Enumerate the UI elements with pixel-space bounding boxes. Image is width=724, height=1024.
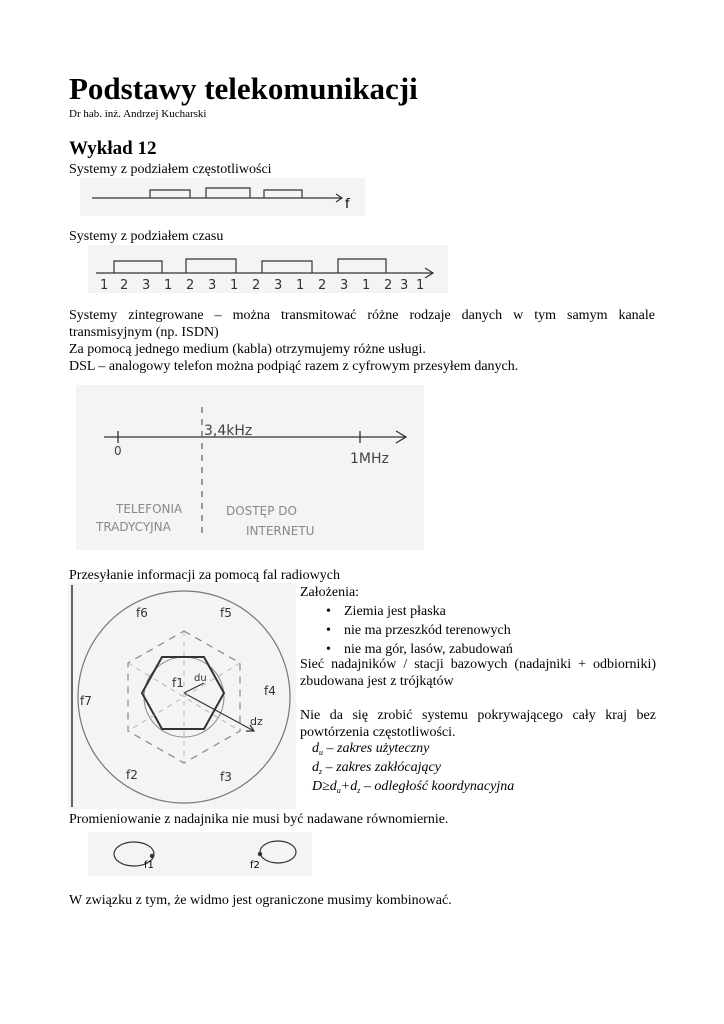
spectrum-paragraph: W związku z tym, że widmo jest ograniczone musimy kombinować. <box>69 893 452 908</box>
fdm-axis-label: f <box>345 197 350 212</box>
tdm-digit: 2 <box>384 278 393 293</box>
tdm-digit: 1 <box>164 278 173 293</box>
list-item: • Ziemia jest płaska <box>322 602 662 621</box>
tdm-digit: 3 <box>208 278 217 293</box>
tdm-heading: Systemy z podziałem czasu <box>69 229 224 244</box>
cell-right-label: f4 <box>264 684 276 698</box>
tdm-digit: 1 <box>362 278 371 293</box>
tdm-digit: 1 <box>416 278 425 293</box>
tdm-digit: 3 <box>274 278 283 293</box>
tdm-digit: 2 <box>120 278 129 293</box>
lecture-heading: Wykład 12 <box>69 138 157 159</box>
list-item: • nie ma gór, lasów, zabudowań <box>322 640 662 659</box>
author-line: Dr hab. inż. Andrzej Kucharski <box>69 108 207 120</box>
tdm-digit: 2 <box>252 278 261 293</box>
document-title: Podstawy telekomunikacji <box>69 71 418 106</box>
dsl-3-4khz-label: 3,4kHz <box>204 423 253 439</box>
medium-paragraph: Za pomocą jednego medium (kabla) otrzymujemy różne usługi. <box>69 342 426 357</box>
network-paragraph: Sieć nadajników / stacji bazowych (nadajniki + odbiorniki) zbudowana jest z trójkątów <box>300 657 656 689</box>
cell-network-sketch <box>68 583 296 809</box>
radiation-pattern-sketch <box>88 832 312 876</box>
cell-dz-label: dz <box>250 715 263 728</box>
tdm-digit: 1 <box>296 278 305 293</box>
tdm-digit: 3 <box>340 278 349 293</box>
dsl-right-label-2: INTERNETU <box>246 524 315 538</box>
cell-left-label: f7 <box>80 694 92 708</box>
dsl-left-label-2: TRADYCYJNA <box>96 520 171 534</box>
cell-bottom-left-label: f2 <box>126 768 138 782</box>
tdm-digit: 2 <box>318 278 327 293</box>
cell-bottom-right-label: f3 <box>220 770 232 784</box>
cell-center-label: f1 <box>172 676 184 690</box>
integrated-systems-paragraph: Systemy zintegrowane – można transmitować różne rodzaje danych w tym samym kanale transmisyjnym (np. ISDN) <box>69 308 655 340</box>
tdm-digit: 1 <box>230 278 239 293</box>
coverage-paragraph: Nie da się zrobić systemu pokrywającego cały kraj bez powtórzenia częstotliwości. <box>300 708 656 740</box>
dsl-zero-label: 0 <box>114 444 122 458</box>
dsl-paragraph: DSL – analogowy telefon można podpiąć razem z cyfrowym przesyłem danych. <box>69 359 519 374</box>
cell-top-right-label: f5 <box>220 606 232 620</box>
dsl-1mhz-label: 1MHz <box>350 451 389 467</box>
tdm-digit: 2 <box>186 278 195 293</box>
radiation-right-label: f2 <box>250 860 260 871</box>
list-item: • nie ma przeszkód terenowych <box>322 621 662 640</box>
formula-dz: $d_z$ – zakres zakłócający <box>312 760 441 776</box>
assumptions-label: Założenia: <box>300 585 360 600</box>
formula-du: $d_u$ – zakres użyteczny <box>312 741 430 757</box>
dsl-right-label-1: DOSTĘP DO <box>226 504 297 518</box>
tdm-digit: 1 <box>100 278 109 293</box>
radiation-left-label: f1 <box>144 860 154 871</box>
dsl-left-label-1: TELEFONIA <box>116 502 183 516</box>
cell-du-label: du <box>194 673 207 684</box>
fdm-sketch <box>80 178 365 216</box>
assumptions-list <box>322 602 662 659</box>
tdm-digit: 3 <box>400 278 409 293</box>
tdm-sketch <box>88 245 448 293</box>
tdm-digit: 3 <box>142 278 151 293</box>
fdm-heading: Systemy z podziałem częstotliwości <box>69 162 272 177</box>
radio-heading: Przesyłanie informacji za pomocą fal radiowych <box>69 568 340 583</box>
dsl-spectrum-sketch <box>76 385 424 550</box>
cell-top-left-label: f6 <box>136 606 148 620</box>
formula-coordination-distance: $D\ge d_u+d_z$ – odległość koordynacyjna <box>312 779 515 795</box>
radiation-paragraph: Promieniowanie z nadajnika nie musi być nadawane równomiernie. <box>69 812 449 827</box>
